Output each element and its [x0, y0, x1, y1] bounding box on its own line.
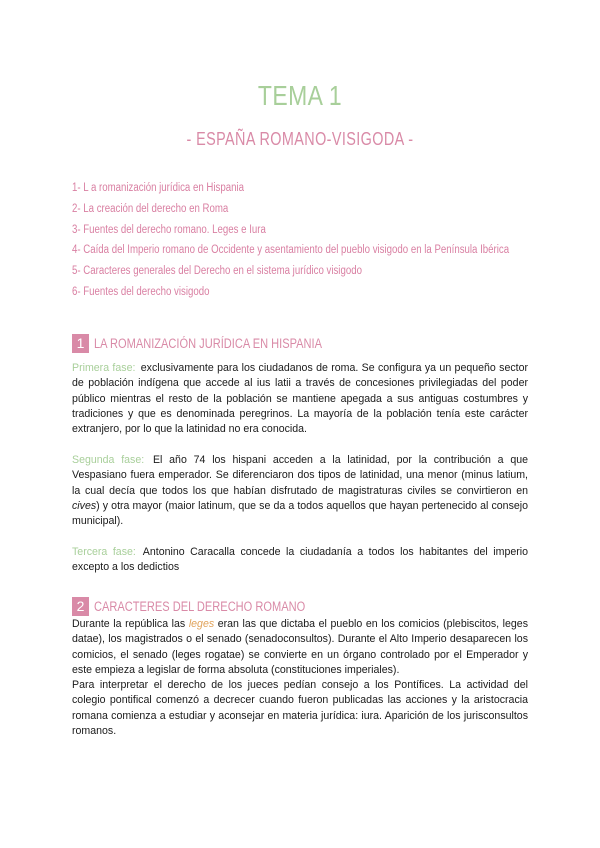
toc-item: 2- La creación del derecho en Roma — [72, 202, 229, 215]
toc-item: 1- L a romanización jurídica en Hispania — [72, 182, 245, 194]
section-heading-2 — [72, 596, 352, 616]
section-number-badge: 1 — [72, 334, 89, 353]
paragraph-tercera-fase — [72, 545, 528, 576]
section-title: LA ROMANIZACIÓN JURÍDICA EN HISPANIA — [94, 335, 323, 351]
paragraph-text: Para interpretar el derecho de los jueces pedían consejo a los Pontífices. La actividad del colegio pontifical comenzó a decrecer cuando fueron publicadas las acciones y la aristocracia romana comienza a estudiar y aconsejar en materia jurídica: iura. Aparición de los jurisconsultos romanos. — [72, 679, 528, 737]
paragraph-text: ) y otra mayor (maior latinum, que se da a todos aquellos que hayan pertenecido al consejo municipal). — [72, 499, 528, 528]
paragraph-text: exclusivamente para los ciudadanos de roma. Se configura ya un pequeño sector de población indígena que accede al ius latii a través de concesiones privilegiadas del poder público mientras el resto de la población se mantiene apegada a sus antiguas costumbres y tradiciones y que es denominada peregrinos. La mayoría de la población tenía este carácter extranjero, por lo que la latinidad no era conocida. — [72, 362, 528, 436]
paragraph-primera-fase — [72, 361, 528, 437]
toc-item: 6- Fuentes del derecho visigodo — [72, 285, 210, 298]
section-heading-1 — [72, 333, 372, 353]
phase-label: Primera fase: — [72, 362, 136, 374]
paragraph-text: Antonino Caracalla concede la ciudadanía a todos los habitantes del imperio excepto a los dedictios — [72, 546, 529, 574]
paragraph-pontifices — [72, 678, 528, 739]
page-subtitle: - ESPAÑA ROMANO-VISIGODA - — [186, 129, 414, 149]
paragraph-text: El año 74 los hispani acceden a la latinidad, por la contribución a que Vespasiano fuera emperador. Se diferenciaron dos tipos de latinidad, una menor (minus latium, la cual decía que todos los que habían disfrutado de magistraturas civiles se convirtieron en — [72, 454, 528, 497]
section-title: CARACTERES DEL DERECHO ROMANO — [94, 598, 306, 614]
toc-item: 3- Fuentes del derecho romano. Leges e Iura — [72, 223, 266, 236]
toc-item: 4- Caída del Imperio romano de Occidente y asentamiento del pueblo visigodo en la Península Ibérica — [72, 244, 510, 257]
paragraph-text: Durante la república las — [72, 618, 189, 630]
table-of-contents — [72, 178, 572, 303]
italic-term: cives — [72, 499, 97, 512]
phase-label: Tercera fase: — [72, 546, 136, 558]
section-number-badge: 2 — [72, 597, 89, 616]
paragraph-caracteres — [72, 617, 528, 678]
highlighted-term-leges: leges — [188, 618, 215, 630]
phase-label: Segunda fase: — [72, 454, 145, 466]
toc-item: 5- Caracteres generales del Derecho en el sistema jurídico visigodo — [72, 265, 362, 278]
paragraph-text: eran las que dictaba el pueblo en los comicios (plebiscitos, leges datae), los magistrados o el senado (senadoconsultos). Durante el Alto Imperio desaparecen los comicios, el senado (leges rogatae) se convierte en un órgano controlado por el Emperador y este empieza a legislar de forma absoluta (constituciones imperiales). — [72, 618, 528, 676]
paragraph-segunda-fase — [72, 453, 528, 529]
page-title: TEMA 1 — [257, 80, 343, 111]
